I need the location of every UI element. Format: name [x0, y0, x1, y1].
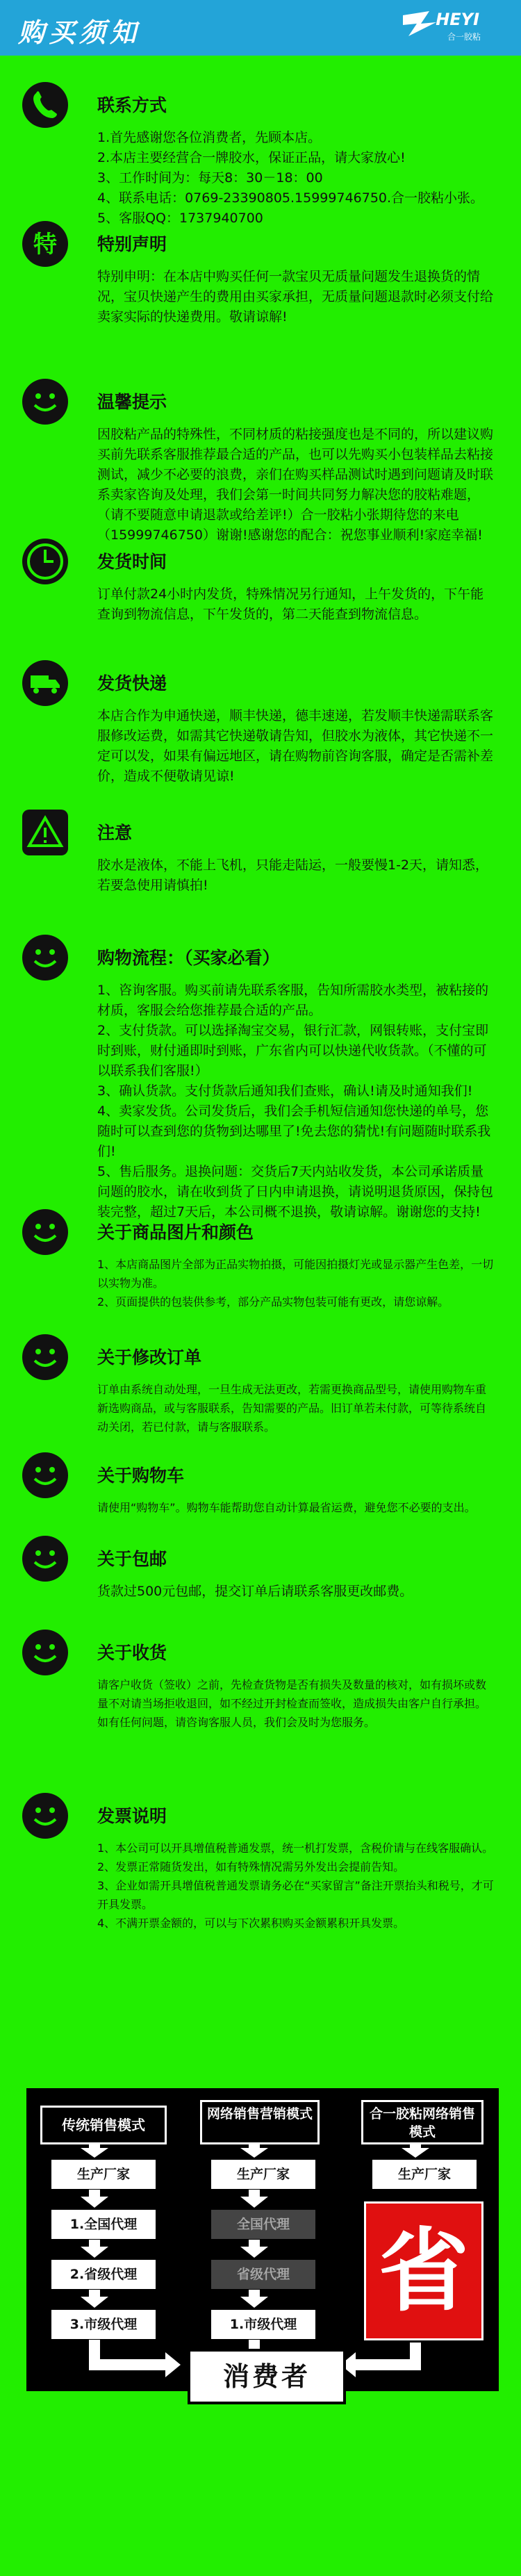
smile-icon: [22, 1452, 68, 1498]
section-title: 关于修改订单: [97, 1347, 202, 1368]
sheng-character: 省: [378, 2218, 469, 2324]
section-title: 关于商品图片和颜色: [97, 1222, 254, 1242]
special-icon: [22, 221, 68, 267]
network-factory: 生产厂家: [210, 2158, 317, 2190]
smile-icon: [22, 1793, 68, 1839]
header-bar: [0, 0, 521, 56]
brand-logo-text: HEYI: [436, 10, 479, 29]
traditional-level-1: 1.全国代理: [50, 2208, 157, 2240]
smile-icon: [22, 1209, 68, 1255]
smile-icon: [22, 935, 68, 981]
heyi-model-title: 合一胶粘网络销售模式: [361, 2100, 483, 2144]
section-title: 联系方式: [97, 95, 167, 115]
traditional-model-title: 传统销售模式: [40, 2106, 167, 2144]
section-title: 温馨提示: [97, 392, 167, 412]
section-body: 1.首先感谢您各位消费者，先顾本店。 2.本店主要经营合一牌胶水，保证正品，请大家放心! 3、工作时间为：每天8：30－18：00 4、联系电话：0769-23390805.15999746750.合一胶粘小张。 5、客服QQ：1737940700: [97, 130, 484, 226]
smile-icon: [22, 379, 68, 425]
section-title: 发货快递: [97, 673, 167, 694]
section-title: 特别声明: [97, 234, 167, 254]
network-level-3: 1.市级代理: [210, 2308, 317, 2340]
traditional-level-2: 2.省级代理: [50, 2258, 157, 2290]
section-body: 1、本公司可以开具增值税普通发票，统一机打发票，含税价请与在线客服确认。 2、发票正常随货发出，如有特殊情况需另外发出会提前告知。 3、企业如需开具增值税普通发票请务必在“买家留言”备注开票抬头和税号，才可开具发票。 4、不满开票金额的，可以与下次累积购买金额累积开具发票。: [97, 1841, 494, 1930]
section-body: 订单付款24小时内发货，特殊情况另行通知，上午发货的，下午能查询到物流信息，下午发货的，第二天能查到物流信息。: [97, 586, 484, 622]
section-body: 请客户收货（签收）之前，先检查货物是否有损失及数量的核对，如有损坏或数量不对请当场拒收退回，如不经过开封检查而签收，造成损失由客户自行承担。如有任何问题，请咨询客服人员，我们会及时为您服务。: [97, 1678, 487, 1729]
section-title: 发货时间: [97, 552, 167, 572]
heyi-factory: 生产厂家: [371, 2158, 478, 2190]
clock-icon: [22, 539, 68, 584]
smile-icon: [22, 1630, 68, 1675]
section-title: 购物流程：（买家必看）: [97, 948, 280, 968]
phone-icon: [22, 82, 68, 128]
warning-icon: [22, 810, 68, 855]
section-body: 1、本店商品图片全部为正品实物拍摄，可能因拍摄灯光或显示器产生色差，一切以实物为准。 2、页面提供的包装供参考，部分产品实物包装可能有更改，请您谅解。: [97, 1258, 494, 1308]
network-model-title: 网络销售营销模式: [200, 2100, 320, 2144]
section-title: 关于购物车: [97, 1466, 185, 1486]
section-body: 请使用“购物车”。购物车能帮助您自动计算最省运费，避免您不必要的支出。: [97, 1501, 476, 1514]
svg-text:特: 特: [33, 231, 57, 259]
brand-logo-subtitle: 合一胶粘: [447, 32, 481, 42]
section-title: 关于包邮: [97, 1549, 167, 1569]
section-title: 发票说明: [97, 1806, 167, 1826]
smile-icon: [22, 1334, 68, 1380]
network-level-1: 全国代理: [210, 2208, 317, 2240]
truck-icon: [22, 660, 68, 706]
traditional-factory: 生产厂家: [50, 2158, 157, 2190]
smile-icon: [22, 1536, 68, 1582]
flow-arrows: [26, 2088, 499, 2391]
section-body: 特别申明：在本店中购买任何一款宝贝无质量问题发生退换货的情况，宝贝快递产生的费用由买家承担，无质量问题退款时必须支付给卖家实际的快递费用。敬请谅解!: [97, 269, 494, 325]
traditional-level-3: 3.市级代理: [50, 2308, 157, 2340]
section-body: 本店合作为申通快递，顺丰快递，德丰速递，若发顺丰快递需联系客服修改运费，如需其它快递敬请告知，但胶水为液体，其它快递不一定可以发，如果有偏远地区，请在购物前咨询客服，确定是否需补差价，造成不便敬请见谅!: [97, 708, 494, 784]
section-body: 订单由系统自动处理，一旦生成无法更改，若需更换商品型号，请使用购物车重新选购商品，或与客服联系，告知需要的产品。旧订单若未付款，可等待系统自动关闭，若已付款，请与客服联系。: [97, 1383, 487, 1434]
page-title: 购买须知: [18, 17, 141, 48]
consumer-box: 消费者: [188, 2349, 346, 2404]
brand-logo-mark: [402, 10, 438, 38]
section-body: 因胶粘产品的特殊性，不同材质的粘接强度也是不同的，所以建议购买前先联系客服推荐最合适的产品，也可以先购买小包装样品去粘接测试，减少不必要的浪费，亲们在购买样品测试时遇到问题请及时联系卖家咨询及处理，我们会第一时间共同努力解决您的胶粘难题，（请不要随意申请退款或给差评!）合一胶粘小张期待您的来电（15999746750）谢谢!感谢您的配合：祝您事业顺利!家庭幸福!: [97, 427, 494, 543]
section-body: 1、咨询客服。购买前请先联系客服，告知所需胶水类型，被粘接的材质，客服会给您推荐最合适的产品。 2、支付货款。可以选择淘宝交易，银行汇款，网银转账，支付宝即时到账，财付通即时到账，广东省内可以快递代收货款。（不懂的可以联系我们客服!） 3、确认货款。支付货款后通知我们查账，确认!请及时通知我们! 4、卖家发货。公司发货后，我们会手机短信通知您快递的单号，您随时可以查到您的货物到达哪里了!免去您的猜忧!有问题随时联系我们! 5、售后服务。退换问题：交货后7天内站收发货，本公司承诺质量问题的胶水，请在收到货了日内申请退换，请说明退货原因，保持包装完整，超过7天后，本公司概不退换，敬请谅解。谢谢您的支持!: [97, 983, 494, 1220]
section-body: 胶水是液体，不能上飞机，只能走陆运，一般要慢1-2天，请知悉，若要急使用请慎拍!: [97, 858, 489, 893]
section-title: 注意: [97, 823, 133, 843]
section-body: 货款过500元包邮，提交订单后请联系客服更改邮费。: [97, 1584, 413, 1599]
section-title: 关于收货: [97, 1643, 167, 1663]
network-level-2: 省级代理: [210, 2258, 317, 2290]
